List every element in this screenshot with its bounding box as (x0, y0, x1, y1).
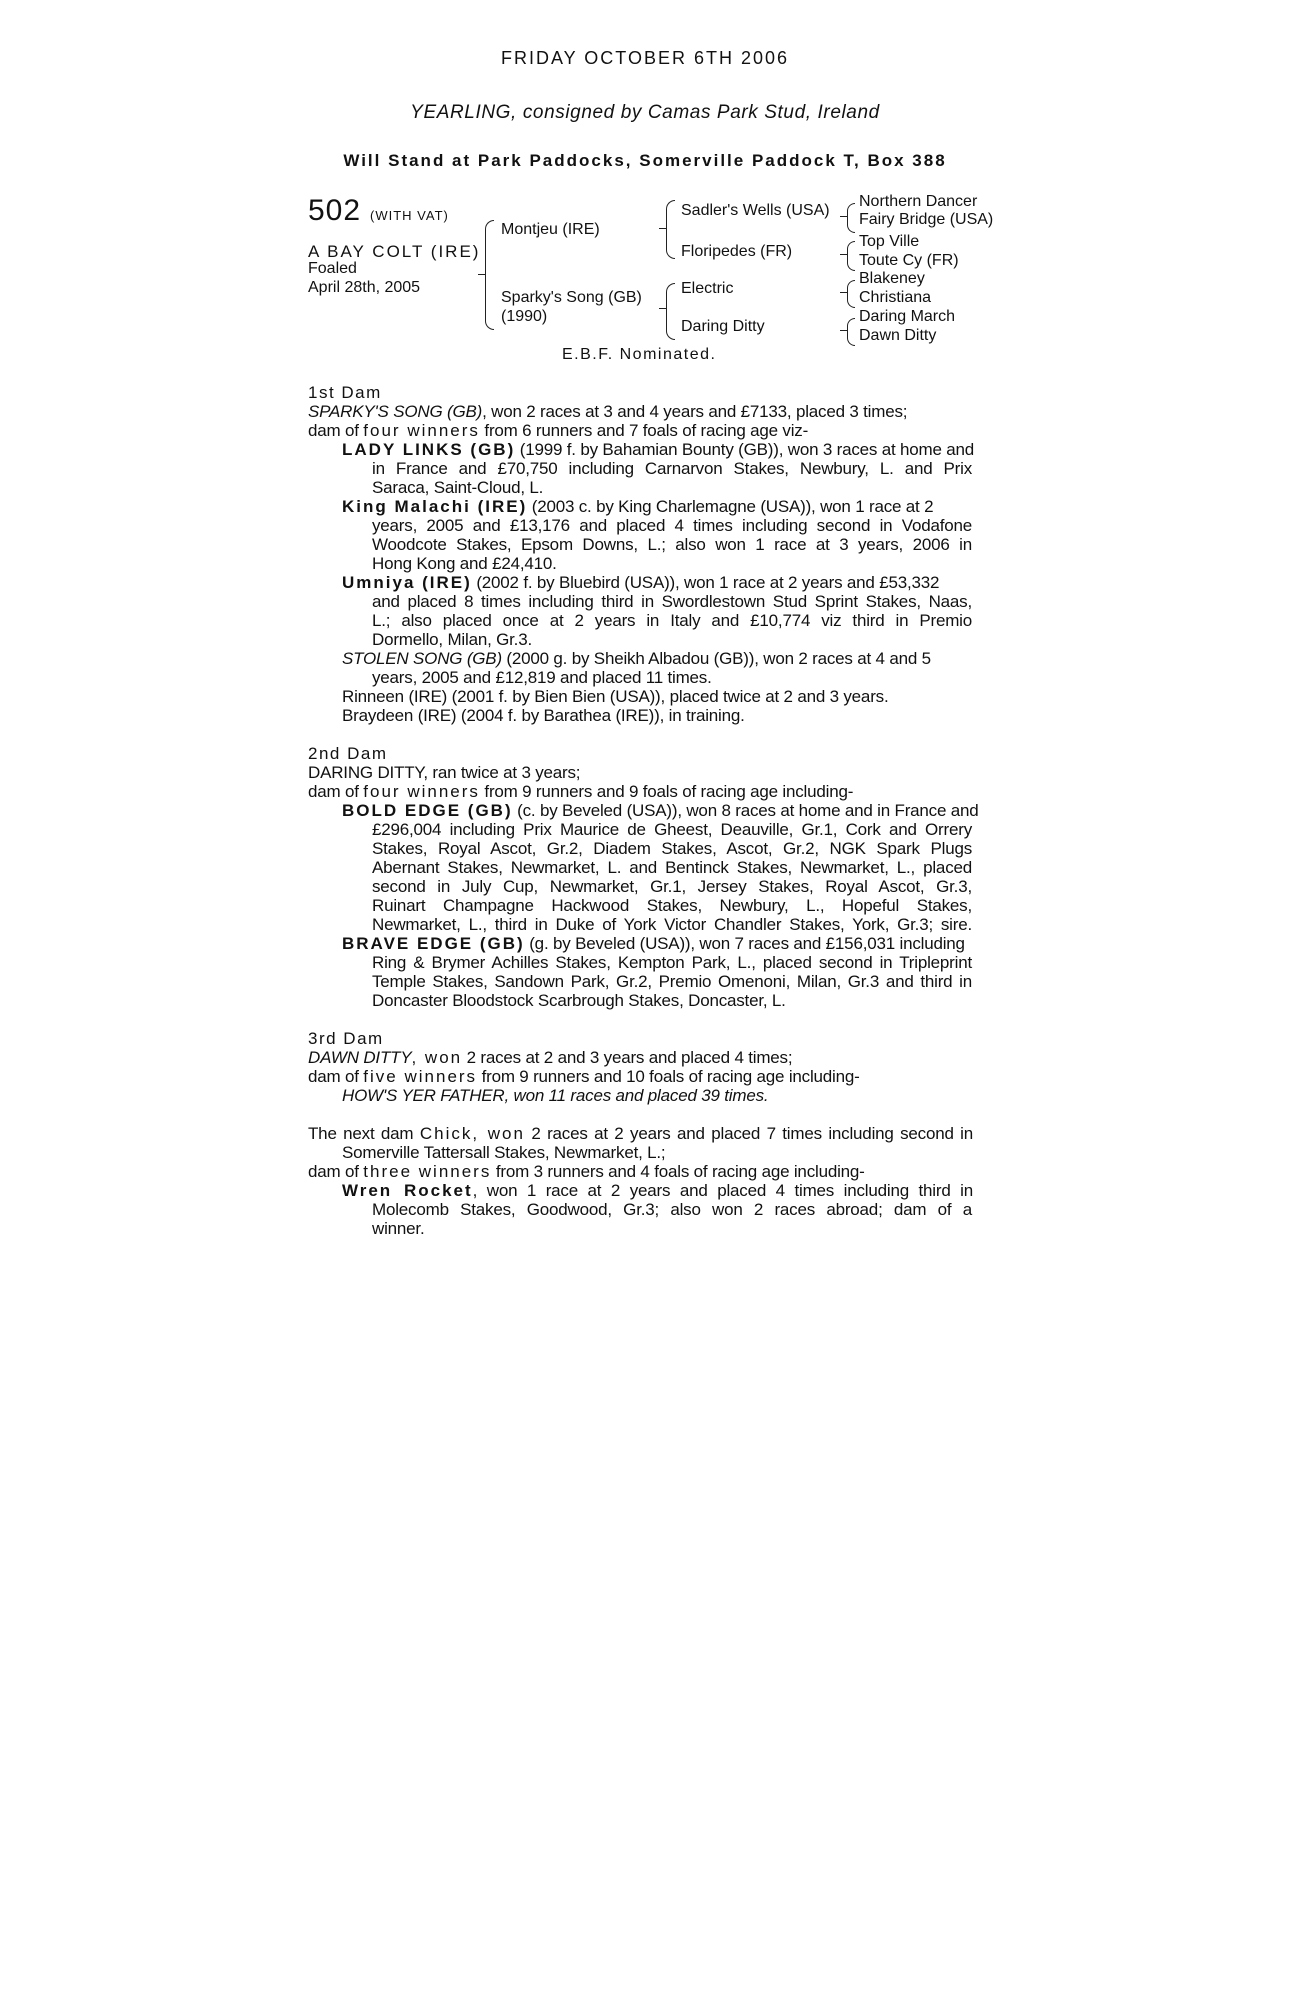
first-dam-heading: 1st Dam (308, 383, 382, 402)
brace-g56 (847, 280, 855, 308)
second-dam-line-2 (308, 782, 853, 801)
text: dam of (308, 782, 364, 801)
dam-name: SPARKY'S SONG (GB) (308, 402, 483, 421)
brace-tick (840, 330, 847, 331)
dam-sire: Electric (681, 280, 734, 297)
sire-sire: Sadler's Wells (USA) (681, 202, 830, 219)
winner-count: five winners (363, 1067, 478, 1086)
text: dam of (308, 1067, 364, 1086)
text: (g. by Beveled (USA)), won 7 races and £156,031 including (524, 934, 965, 953)
braydeen-line: Braydeen (IRE) (2004 f. by Barathea (IRE)), in training. (342, 706, 745, 725)
horse-name: LADY LINKS (GB) (342, 440, 516, 459)
brave-edge-line-2: Ring & Brymer Achilles Stakes, Kempton Park, L., placed second in Tripleprint (372, 953, 972, 972)
text: , won 2 races at 3 and 4 years and £7133, placed 3 times; (482, 402, 908, 421)
ancestor-1: Northern Dancer (859, 193, 978, 210)
consignor-line: YEARLING, consigned by Camas Park Stud, Ireland (410, 102, 880, 123)
text: from 9 runners and 10 foals of racing age including- (477, 1067, 860, 1086)
ebf-nomination: E.B.F. Nominated. (562, 346, 717, 363)
ancestor-6: Christiana (859, 289, 932, 306)
bold-edge-line-2: £296,004 including Prix Maurice de Gheest, Deauville, Gr.1, Cork and Orrery (372, 820, 972, 839)
king-malachi-line-2: years, 2005 and £13,176 and placed 4 times including second in Vodafone (372, 516, 972, 535)
third-dam-line-3: HOW'S YER FATHER, won 11 races and placed 39 times. (342, 1086, 769, 1105)
pedigree-brace-sire (666, 200, 675, 259)
ancestor-5: Blakeney (859, 270, 925, 287)
dam-name: DAWN DITTY (308, 1048, 412, 1067)
rinneen-line: Rinneen (IRE) (2001 f. by Bien Bien (USA)), placed twice at 2 and 3 years. (342, 687, 889, 706)
umniya-line-4: Dormello, Milan, Gr.3. (372, 630, 532, 649)
text: from 9 runners and 9 foals of racing age including- (479, 782, 854, 801)
first-dam-line-2 (308, 421, 808, 440)
wren-rocket-line-3: winner. (372, 1219, 425, 1238)
text: The next dam (308, 1124, 420, 1143)
third-dam-line-2 (308, 1067, 860, 1086)
umniya-line-1 (342, 573, 939, 592)
brace-g78 (847, 318, 855, 346)
foaled-label: Foaled (308, 260, 357, 277)
text: dam of (308, 1162, 364, 1181)
sire: Montjeu (IRE) (501, 221, 600, 238)
umniya-line-2: and placed 8 times including third in Swordlestown Stud Sprint Stakes, Naas, (372, 592, 972, 611)
text: , won (411, 1048, 463, 1067)
bold-edge-line-4: Abernant Stakes, Newmarket, L. and Bentinck Stakes, Newmarket, L., placed (372, 858, 972, 877)
pedigree-brace-dam (666, 283, 675, 340)
first-dam-line-1 (308, 402, 907, 421)
ancestor-2: Fairy Bridge (USA) (859, 211, 994, 228)
vat-note: (WITH VAT) (370, 208, 449, 223)
lot-number: 502 (308, 194, 362, 227)
text: (2000 g. by Sheikh Albadou (GB)), won 2 races at 4 and 5 (501, 649, 931, 668)
text: , won 1 race at 2 years and placed 4 times including third in (472, 1181, 973, 1200)
winner-count: three winners (363, 1162, 492, 1181)
dam-year: (1990) (501, 308, 548, 325)
text: (1999 f. by Bahamian Bounty (GB)), won 3 races at home and (515, 440, 975, 459)
umniya-line-3: L.; also placed once at 2 years in Italy and £10,774 viz third in Premio (372, 611, 972, 630)
brace-tick (659, 228, 667, 229)
horse-name: Wren Rocket (342, 1181, 473, 1200)
ancestor-8: Dawn Ditty (859, 327, 937, 344)
bold-edge-line-6: Ruinart Champagne Hackwood Stakes, Newbury, L., Hopeful Stakes, (372, 896, 972, 915)
bold-edge-line-3: Stakes, Royal Ascot, Gr.2, Diadem Stakes, Ascot, Gr.2, NGK Spark Plugs (372, 839, 972, 858)
dam-dam: Daring Ditty (681, 318, 765, 335)
brave-edge-line-3: Temple Stakes, Sandown Park, Gr.2, Premio Omenoni, Milan, Gr.3 and third in (372, 972, 972, 991)
sale-date: FRIDAY OCTOBER 6TH 2006 (500, 48, 790, 68)
text: (2002 f. by Bluebird (USA)), won 1 race at 2 years and £53,332 (471, 573, 940, 592)
lot-title: A BAY COLT (IRE) (308, 242, 481, 261)
second-dam-heading: 2nd Dam (308, 744, 388, 763)
text: (2003 c. by King Charlemagne (USA)), won 1 race at 2 (527, 497, 934, 516)
sire-dam: Floripedes (FR) (681, 243, 793, 260)
ancestor-7: Daring March (859, 308, 956, 325)
bold-edge-line-1 (342, 801, 979, 820)
text: 2 races at 2 and 3 years and placed 4 times; (462, 1048, 793, 1067)
stand-location: Will Stand at Park Paddocks, Somerville Paddock T, Box 388 (343, 151, 947, 170)
wren-rocket-line-1 (342, 1181, 973, 1200)
text: from 6 runners and 7 foals of racing age viz- (479, 421, 809, 440)
dam-name: Chick, won (419, 1124, 525, 1143)
dam: Sparky's Song (GB) (501, 289, 642, 306)
king-malachi-line-1 (342, 497, 933, 516)
text: 2 races at 2 years and placed 7 times including second in (524, 1124, 973, 1143)
ancestor-4: Toute Cy (FR) (859, 252, 959, 269)
brave-edge-line-1 (342, 934, 965, 953)
ancestor-3: Top Ville (859, 233, 920, 250)
brace-g34 (847, 241, 855, 271)
horse-name: BRAVE EDGE (GB) (342, 934, 525, 953)
lady-links-line-1 (342, 440, 974, 459)
foaled-date: April 28th, 2005 (308, 279, 421, 296)
lady-links-line-3: Saraca, Saint-Cloud, L. (372, 478, 544, 497)
third-dam-line-1 (308, 1048, 792, 1067)
brace-tick (840, 254, 847, 255)
brace-tick (659, 308, 667, 309)
stolen-song-line-2: years, 2005 and £12,819 and placed 11 times. (372, 668, 712, 687)
third-dam-heading: 3rd Dam (308, 1029, 384, 1048)
next-dam-line-3 (308, 1162, 865, 1181)
next-dam-line-1 (308, 1124, 973, 1143)
horse-name: King Malachi (IRE) (342, 497, 528, 516)
king-malachi-line-4: Hong Kong and £24,410. (372, 554, 557, 573)
next-dam-line-2: Somerville Tattersall Stakes, Newmarket, L.; (342, 1143, 666, 1162)
brace-tick (840, 216, 847, 217)
brace-tick (840, 292, 847, 293)
text: dam of (308, 421, 364, 440)
text: from 3 runners and 4 foals of racing age including- (491, 1162, 865, 1181)
brace-tick (478, 274, 486, 275)
horse-name: STOLEN SONG (GB) (342, 649, 502, 668)
bold-edge-line-5: second in July Cup, Newmarket, Gr.1, Jersey Stakes, Royal Ascot, Gr.3, (372, 877, 972, 896)
text: (c. by Beveled (USA)), won 8 races at home and in France and (512, 801, 979, 820)
wren-rocket-line-2: Molecomb Stakes, Goodwood, Gr.3; also won 2 races abroad; dam of a (372, 1200, 972, 1219)
winner-count: four winners (363, 782, 480, 801)
pedigree-brace-main (485, 220, 494, 330)
bold-edge-line-7: Newmarket, L., third in Duke of York Victor Chandler Stakes, York, Gr.3; sire. (372, 915, 972, 934)
winner-count: four winners (363, 421, 480, 440)
brave-edge-line-4: Doncaster Bloodstock Scarbrough Stakes, Doncaster, L. (372, 991, 786, 1010)
lady-links-line-2: in France and £70,750 including Carnarvon Stakes, Newbury, L. and Prix (372, 459, 972, 478)
horse-name: Umniya (IRE) (342, 573, 472, 592)
brace-g12 (847, 203, 855, 233)
stolen-song-line-1 (342, 649, 931, 668)
horse-name: BOLD EDGE (GB) (342, 801, 513, 820)
second-dam-line-1: DARING DITTY, ran twice at 3 years; (308, 763, 581, 782)
king-malachi-line-3: Woodcote Stakes, Epsom Downs, L.; also won 1 race at 3 years, 2006 in (372, 535, 972, 554)
